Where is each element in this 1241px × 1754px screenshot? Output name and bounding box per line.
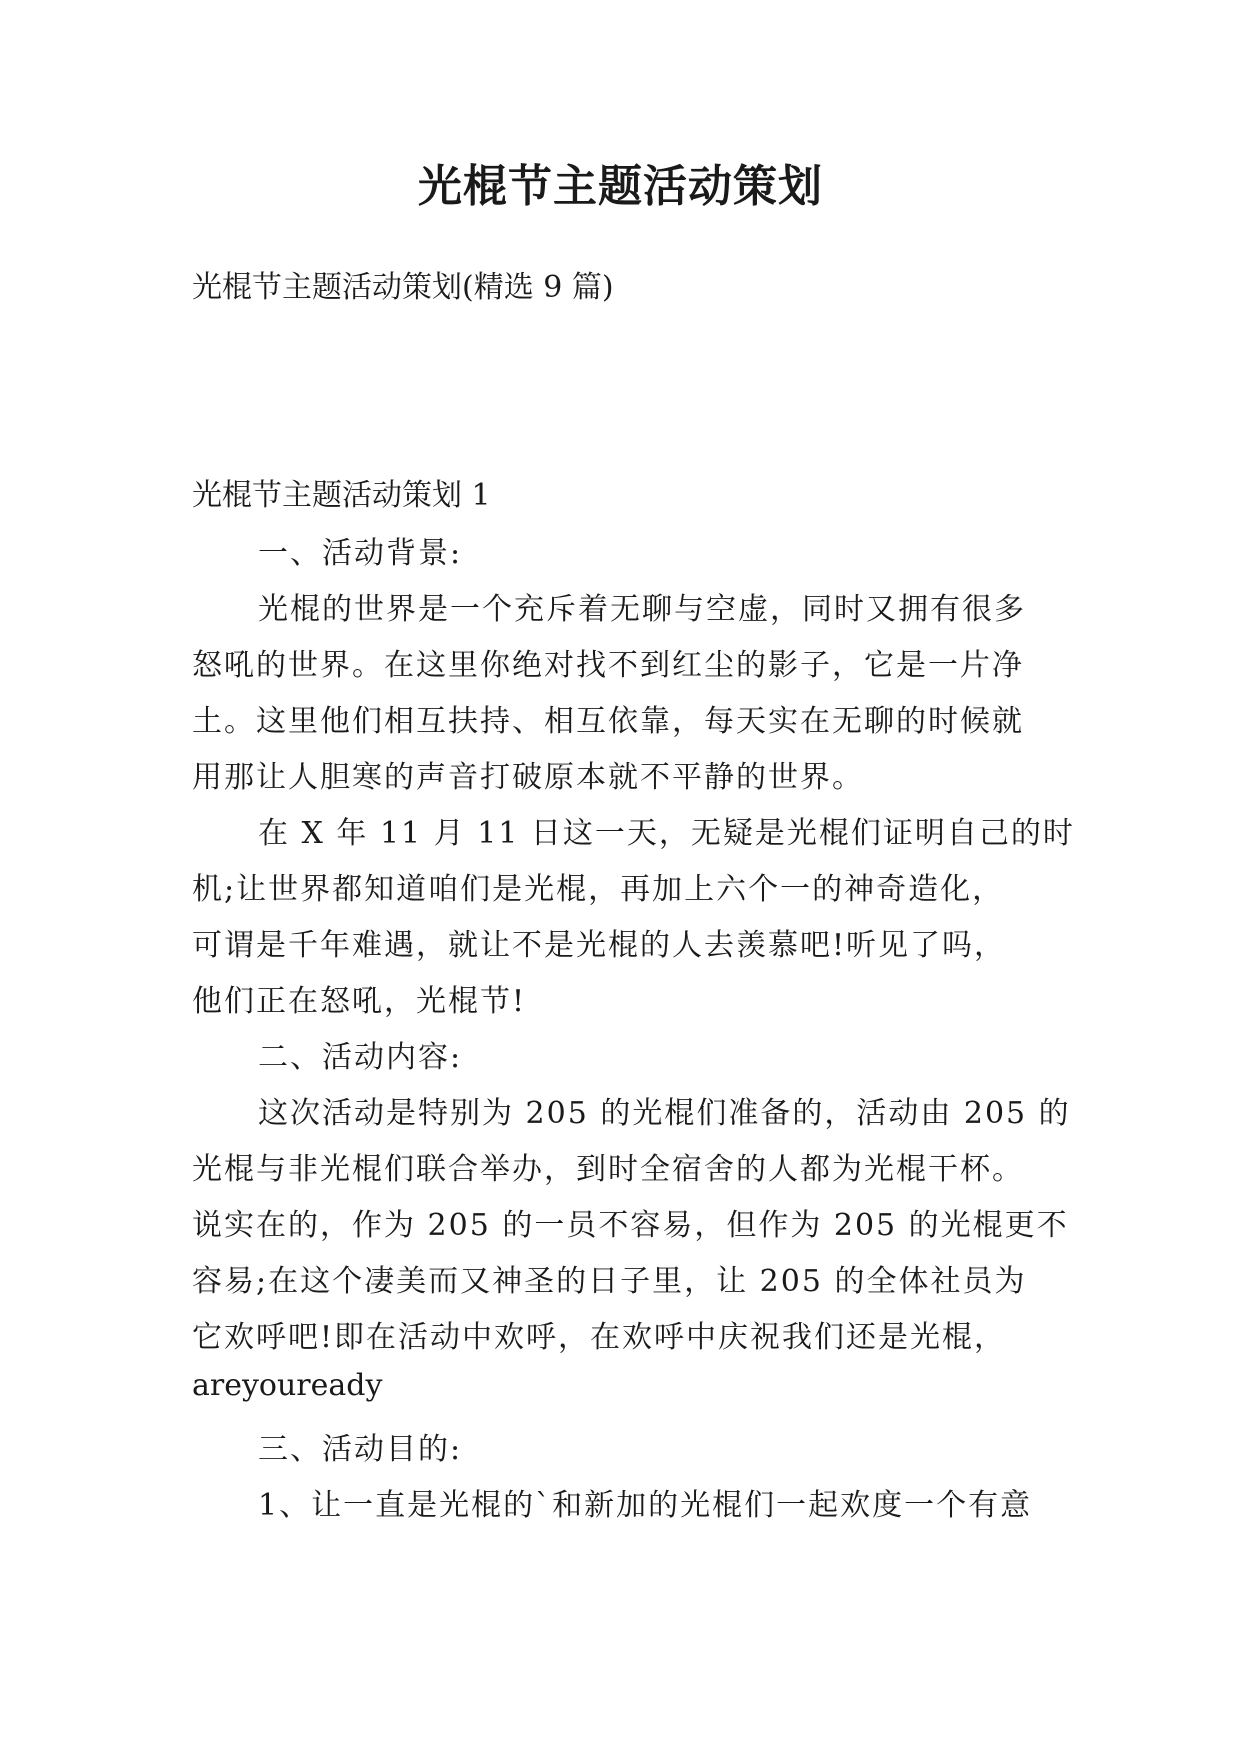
paragraph-line: 怒吼的世界。在这里你绝对找不到红尘的影子，它是一片净 — [192, 648, 1024, 683]
paragraph-line: 这次活动是特别为 205 的光棍们准备的，活动由 205 的 — [258, 1096, 1071, 1131]
paragraph-line: areyouready — [192, 1368, 383, 1403]
paragraph-line: 可谓是千年难遇，就让不是光棍的人去羡慕吧!听见了吗， — [192, 928, 1007, 963]
paragraph-line: 容易;在这个凄美而又神圣的日子里，让 205 的全体社员为 — [192, 1264, 1027, 1299]
paragraph-line: 土。这里他们相互扶持、相互依靠，每天实在无聊的时候就 — [192, 704, 1024, 739]
document-title: 光棍节主题活动策划 — [418, 161, 823, 212]
paragraph-line: 1、让一直是光棍的`和新加的光棍们一起欢度一个有意 — [258, 1488, 1033, 1523]
paragraph-line: 在 X 年 11 月 11 日这一天，无疑是光棍们证明自己的时 — [258, 816, 1075, 851]
heading-background: 一、活动背景: — [258, 536, 463, 571]
paragraph-line: 机;让世界都知道咱们是光棍，再加上六个一的神奇造化， — [192, 872, 1005, 907]
paragraph-line: 用那让人胆寒的声音打破原本就不平静的世界。 — [192, 760, 864, 795]
paragraph-line: 说实在的，作为 205 的一员不容易，但作为 205 的光棍更不 — [192, 1208, 1069, 1243]
heading-purpose: 三、活动目的: — [258, 1432, 463, 1467]
paragraph-line: 光棍与非光棍们联合举办，到时全宿舍的人都为光棍干杯。 — [192, 1152, 1024, 1187]
section-heading: 光棍节主题活动策划 1 — [192, 478, 491, 513]
heading-content: 二、活动内容: — [258, 1040, 463, 1075]
paragraph-line: 他们正在怒吼，光棍节! — [192, 984, 527, 1019]
paragraph-line: 它欢呼吧!即在活动中欢呼，在欢呼中庆祝我们还是光棍， — [192, 1320, 1007, 1355]
document-subtitle: 光棍节主题活动策划(精选 9 篇) — [192, 270, 614, 305]
paragraph-line: 光棍的世界是一个充斥着无聊与空虚，同时又拥有很多 — [258, 592, 1026, 627]
